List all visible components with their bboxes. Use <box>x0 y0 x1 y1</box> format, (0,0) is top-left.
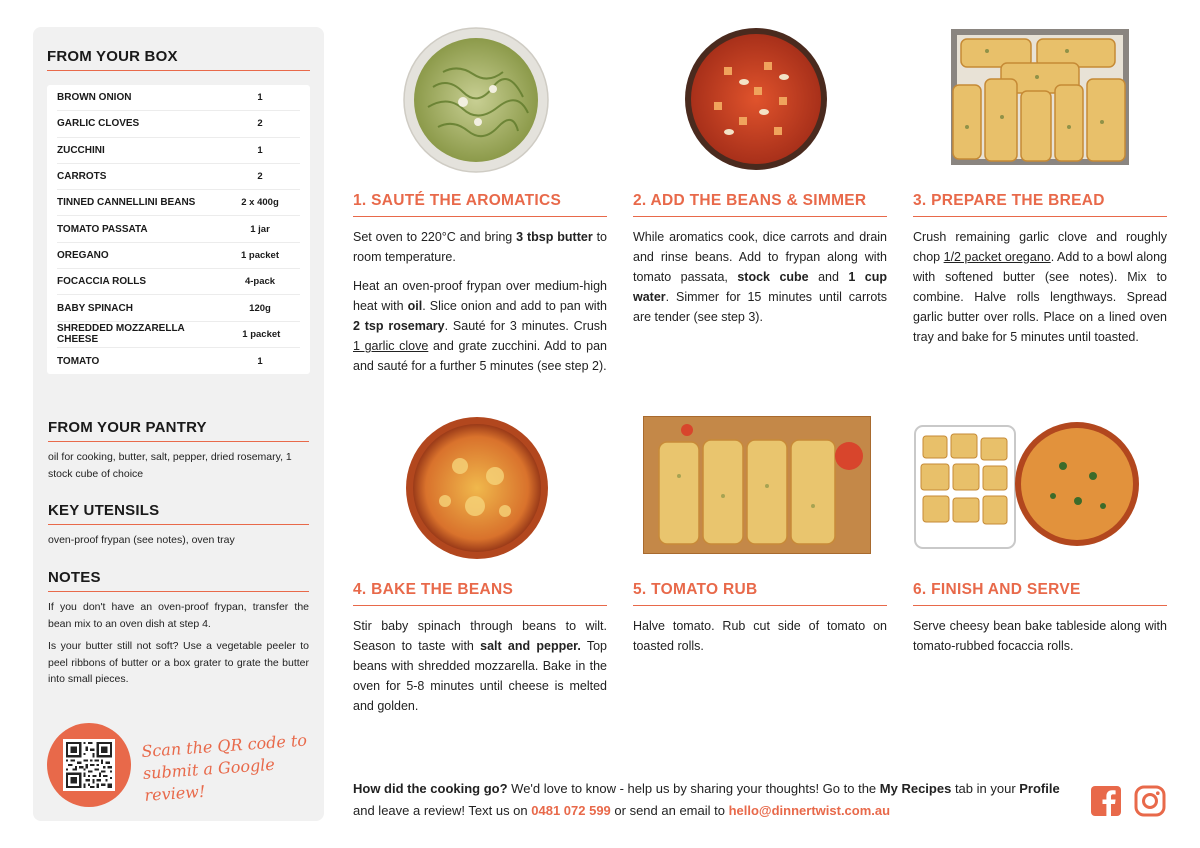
step-text <box>913 616 1167 656</box>
step-4 <box>353 581 607 725</box>
divider <box>48 441 309 442</box>
step-text <box>913 227 1167 347</box>
step-5 <box>633 581 887 665</box>
zucchini-pan-image <box>403 27 549 173</box>
ingredient-qty: 1 jar <box>250 223 270 235</box>
qr-caption-line: submit a Google review! <box>142 754 276 805</box>
tomato-rub-bread-image <box>643 416 871 554</box>
ingredient-name: BROWN ONION <box>57 92 132 104</box>
ingredient-row <box>57 111 300 137</box>
pantry-title: FROM YOUR PANTRY <box>48 419 207 436</box>
step-paragraph <box>353 616 607 716</box>
step-1 <box>353 192 607 385</box>
step-paragraph <box>633 227 887 327</box>
step-title: 1. SAUTÉ THE AROMATICS <box>353 192 562 209</box>
ingredient-name: FOCACCIA ROLLS <box>57 276 147 288</box>
step-title: 6. FINISH AND SERVE <box>913 581 1081 598</box>
text-run: and <box>808 270 849 284</box>
underline-run: 1 garlic clove <box>353 339 429 353</box>
ingredient-row <box>57 269 300 295</box>
footer-question: How did the cooking go? <box>353 781 508 796</box>
ingredient-qty: 4-pack <box>244 276 276 288</box>
text-run: and leave a review! Text us on <box>353 803 532 818</box>
ingredient-qty: 120g <box>249 302 271 314</box>
step-title: 2. ADD THE BEANS & SIMMER <box>633 192 867 209</box>
text-run: Top beans with shredded mozzarella. Bake in the oven for 5-8 minutes until cheese is melted and golden. <box>353 639 607 713</box>
pantry-section <box>48 419 309 482</box>
from-your-box-title: FROM YOUR BOX <box>47 48 178 65</box>
text-run: Set oven to 220°C and bring <box>353 230 517 244</box>
ingredient-qty: 2 <box>257 171 263 183</box>
ingredient-row <box>57 243 300 269</box>
instagram-icon[interactable] <box>1134 785 1166 817</box>
ingredient-name: SHREDDED MOZZARELLA CHEESE <box>57 323 185 346</box>
bold-run: stock cube <box>737 270 809 284</box>
text-run: . Add to a bowl along with softened butter (see notes). Mix to combine. Halve rolls lengthways. Spread garlic butter over rolls. Place on a lined oven tray and bake for 5 minutes until toasted. <box>913 250 1167 344</box>
ingredient-qty: 1 <box>257 144 263 156</box>
my-recipes-label: My Recipes <box>879 781 952 796</box>
text-run: to room temperature. <box>353 230 607 264</box>
utensils-title: KEY UTENSILS <box>48 502 160 519</box>
facebook-icon[interactable] <box>1090 785 1122 817</box>
notes-text <box>48 599 309 688</box>
underline-run: 1/2 packet oregano <box>943 250 1051 264</box>
ingredient-qty: 2 <box>257 118 263 130</box>
text-run: Heat an oven-proof frypan over medium-high heat with <box>353 279 607 313</box>
ingredient-qty: 1 <box>257 355 263 367</box>
profile-label: Profile <box>1019 781 1060 796</box>
ingredient-qty: 2 x 400g <box>241 197 279 209</box>
qr-caption-line: Scan the QR code to <box>140 730 308 762</box>
phone-number[interactable]: 0481 072 599 <box>531 803 611 818</box>
note-paragraph: If you don't have an oven-proof frypan, transfer the bean mix to an oven dish at step 4. <box>48 601 309 630</box>
bold-run: 1 cup water <box>633 270 887 304</box>
qr-caption <box>141 729 319 807</box>
step-text <box>633 616 887 656</box>
divider <box>633 605 887 606</box>
note-paragraph: Is your butter still not soft? Use a vegetable peeler to peel ribbons of butter or a box grater to grate the butter into small pieces. <box>48 640 309 685</box>
ingredient-name: ZUCCHINI <box>57 144 105 156</box>
step-paragraph: Serve cheesy bean bake tableside along with tomato-rubbed focaccia rolls. <box>913 619 1167 653</box>
qr-review-area <box>47 723 317 807</box>
notes-title: NOTES <box>48 569 101 586</box>
divider <box>913 216 1167 217</box>
ingredient-row <box>57 138 300 164</box>
divider <box>353 216 607 217</box>
utensils-text: oven-proof frypan (see notes), oven tray <box>48 534 235 546</box>
divider <box>47 70 310 71</box>
step-6 <box>913 581 1167 665</box>
step-paragraph <box>353 227 607 267</box>
step-text <box>353 616 607 716</box>
text-run: . Sauté for 3 minutes. Crush <box>444 319 607 333</box>
text-run: tab in your <box>951 781 1020 796</box>
step-title: 3. PREPARE THE BREAD <box>913 192 1105 209</box>
ingredient-name: TOMATO <box>57 355 100 367</box>
divider <box>913 605 1167 606</box>
ingredient-qty: 1 packet <box>240 249 280 261</box>
ingredient-name: BABY SPINACH <box>57 302 133 314</box>
ingredient-name: GARLIC CLOVES <box>57 118 140 130</box>
ingredient-name: TOMATO PASSATA <box>57 223 148 235</box>
text-run: Crush remaining garlic clove and roughly chop <box>913 230 1167 264</box>
bold-run: oil <box>407 299 423 313</box>
divider <box>353 605 607 606</box>
step-text <box>353 227 607 376</box>
bold-run: 3 tbsp butter <box>516 230 593 244</box>
divider <box>48 591 309 592</box>
text-run: and grate zucchini. Add to pan and sauté for a further 5 minutes (see step 2). <box>353 339 607 373</box>
step-paragraph <box>353 276 607 376</box>
notes-section <box>48 569 309 694</box>
text-run: Stir baby spinach through beans to wilt. Season to taste with <box>353 619 607 653</box>
ingredient-row <box>57 164 300 190</box>
ingredient-row <box>57 295 300 321</box>
qr-code-icon[interactable] <box>63 739 115 791</box>
ingredient-row <box>57 190 300 216</box>
text-run: We'd love to know - help us by sharing your thoughts! Go to the <box>507 781 880 796</box>
step-paragraph: Halve tomato. Rub cut side of tomato on toasted rolls. <box>633 619 887 653</box>
pantry-text: oil for cooking, butter, salt, pepper, dried rosemary, 1 stock cube of choice <box>48 451 292 480</box>
finish-serve-image <box>913 416 1143 552</box>
feedback-footer <box>353 778 1078 822</box>
ingredients-sidebar <box>33 27 324 821</box>
text-run: . Slice onion and add to pan with <box>422 299 607 313</box>
ingredient-name: TINNED CANNELLINI BEANS <box>57 197 196 209</box>
divider <box>48 524 309 525</box>
step-paragraph <box>913 227 1167 347</box>
ingredient-row <box>57 322 300 348</box>
step-title: 5. TOMATO RUB <box>633 581 758 598</box>
ingredient-qty: 1 <box>257 92 263 104</box>
beans-simmer-image <box>684 27 828 171</box>
ingredient-qty: 1 packet <box>242 328 281 340</box>
ingredient-name: OREGANO <box>57 249 109 261</box>
bean-bake-image <box>405 416 549 560</box>
utensils-section <box>48 502 309 549</box>
text-run: While aromatics cook, dice carrots and drain and rinse beans. Add to frypan along with tomato passata, <box>633 230 887 284</box>
bold-run: 2 tsp rosemary <box>353 319 445 333</box>
step-text <box>633 227 887 327</box>
step-title: 4. BAKE THE BEANS <box>353 581 514 598</box>
ingredient-name: CARROTS <box>57 171 107 183</box>
divider <box>633 216 887 217</box>
ingredient-row <box>57 348 300 374</box>
step-3 <box>913 192 1167 356</box>
garlic-bread-tray-image <box>947 27 1133 167</box>
ingredient-row <box>57 216 300 242</box>
step-2 <box>633 192 887 336</box>
ingredient-row <box>57 85 300 111</box>
email-link[interactable]: hello@dinnertwist.com.au <box>728 803 891 818</box>
ingredients-table <box>47 85 310 374</box>
bold-run: salt and pepper. <box>480 639 581 653</box>
text-run: or send an email to <box>610 803 729 818</box>
text-run: . Simmer for 15 minutes until carrots are tender (see step 3). <box>633 290 887 324</box>
from-your-box-section <box>47 48 310 71</box>
